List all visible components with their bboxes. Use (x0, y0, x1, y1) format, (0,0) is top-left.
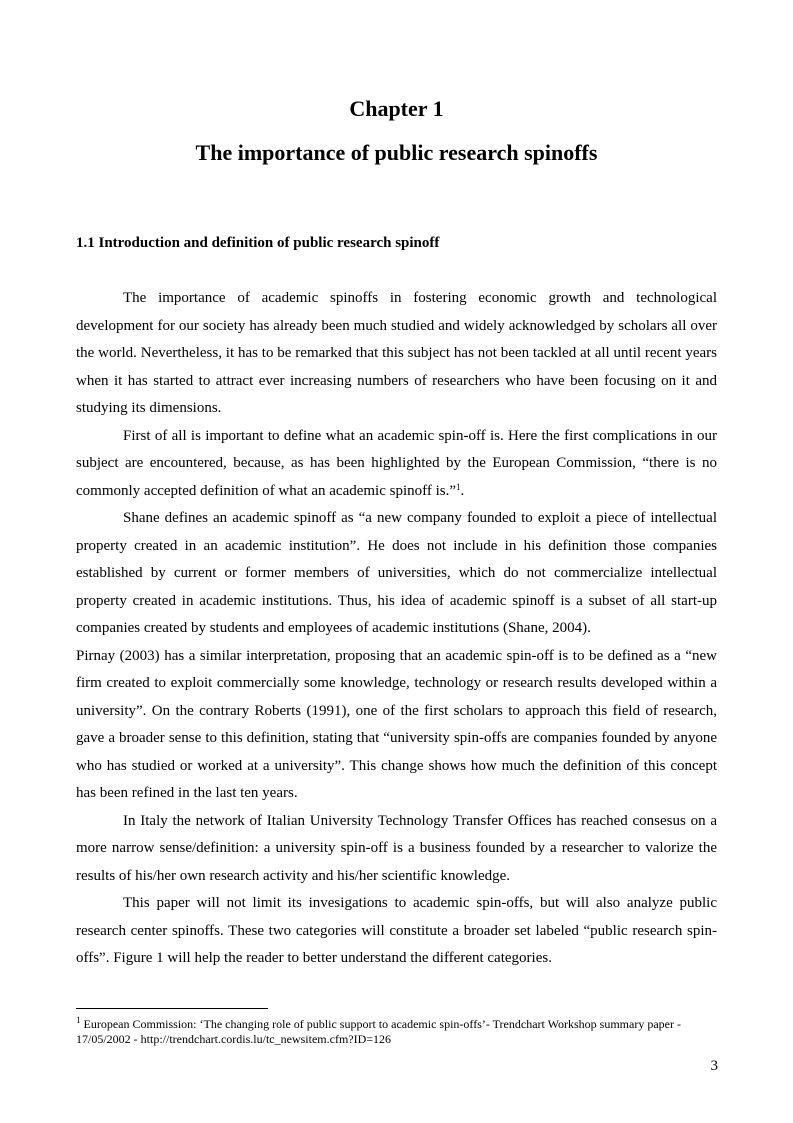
paragraph-6: This paper will not limit its invesigations to academic spin-offs, but will also analyze public research center spinoffs. These two categories will constitute a broader set labeled “public research spin-offs”. Figure 1 will help the reader to better understand the different categories. (76, 895, 717, 966)
footnote (76, 1017, 717, 1047)
paragraph-1: The importance of academic spinoffs in fostering economic growth and technological development for our society has already been much studied and widely acknowledged by scholars all over the world. Nevertheless, it has to be remarked that this subject has not been tackled at all until recent years when it has started to attract ever increasing numbers of researchers who have been focusing on it and studying its dimensions. (76, 290, 717, 416)
paragraph-2-text: First of all is important to define what an academic spin-off is. Here the first complications in our subject are encountered, because, as has been highlighted by the European Commission, “there is no commonly accepted definition of what an academic spinoff is.” (76, 427, 717, 499)
paragraph-2-end: . (460, 482, 465, 499)
paragraph-4: Pirnay (2003) has a similar interpretation, proposing that an academic spin-off is to be defined as a “new firm created to exploit commercially some knowledge, technology or research results developed within a university”. On the contrary Roberts (1991), one of the first scholars to approach this field of research, gave a broader sense to this definition, stating that “university spin-offs are companies founded by anyone who has studied or worked at a university”. This change shows how much the definition of this concept has been refined in the last ten years. (76, 647, 717, 801)
paragraph-3: Shane defines an academic spinoff as “a new company founded to exploit a piece of intellectual property created in an academic institution”. He does not include in his definition those companies established by current or former members of universities, which do not commercialize intellectual property created in academic institutions. Thus, his idea of academic spinoff is a subset of all start-up companies created by students and employees of academic institutions (Shane, 2004). (76, 510, 717, 636)
footnote-text: European Commission: ‘The changing role of public support to academic spin-offs’- Trendchart Workshop summary paper - 17/05/2002 - http://trendchart.cordis.lu/tc_newsitem.cfm?ID=126 (76, 1017, 681, 1046)
chapter-number: Chapter 1 (349, 96, 444, 121)
chapter-title: The importance of public research spinoffs (195, 140, 598, 165)
body-text (76, 285, 717, 973)
paragraph-2 (76, 423, 717, 506)
footnote-marker: 1 (76, 1015, 81, 1025)
paragraph-5: In Italy the network of Italian University Technology Transfer Offices has reached consesus on a more narrow sense/definition: a university spin-off is a business founded by a researcher to valorize the results of his/her own research activity and his/her scientific knowledge. (76, 812, 717, 884)
page-number: 3 (710, 1058, 718, 1074)
section-heading: 1.1 Introduction and definition of public research spinoff (76, 235, 440, 251)
footnote-divider (76, 1008, 268, 1009)
footnote-reference: 1 (456, 481, 461, 492)
